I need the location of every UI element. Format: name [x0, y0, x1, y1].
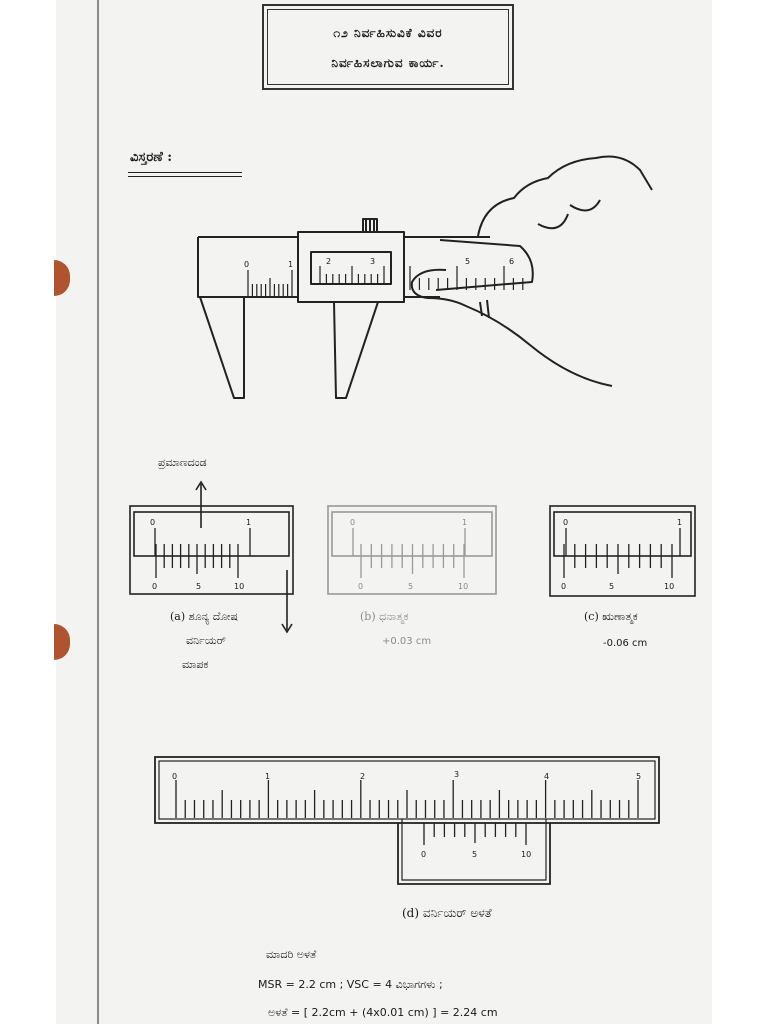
reading-caption: (d) ವರ್ನಿಯರ್ ಅಳತೆ — [402, 906, 492, 920]
title-line-2: ನಿರ್ವಹಿಸಲಾಗುವ ಕಾರ್ಯ. — [331, 56, 445, 70]
reading-vernier-label: 0 — [421, 850, 427, 859]
vernier-window-label: 3 — [370, 257, 376, 266]
panel-a-label: 0 — [152, 582, 158, 591]
panel-b-value: +0.03 cm — [382, 636, 432, 647]
panel-c-label: 10 — [664, 582, 675, 591]
panel-a-caption: ಮಾಪಕ — [182, 658, 209, 671]
reading-vernier-label: 10 — [521, 850, 532, 859]
main-scale-label: 6 — [509, 257, 515, 266]
reading-main-label: 2 — [360, 772, 366, 781]
panel-c-label: 0 — [561, 582, 567, 591]
panel-c-label: 5 — [609, 582, 615, 591]
panel-a-label: 0 — [150, 518, 156, 527]
reading-main-label: 1 — [265, 772, 271, 781]
panel-a-caption: (a) ಶೂನ್ಯ ದೋಷ — [170, 610, 239, 623]
panel-b-caption: (b) ಧನಾತ್ಮಕ — [360, 610, 409, 623]
panel-a-label: 5 — [196, 582, 202, 591]
panel-a-label: 10 — [234, 582, 245, 591]
calc-line-2: ಅಳತೆ = [ 2.2cm + (4x0.01 cm) ] = 2.24 cm — [268, 1006, 498, 1019]
panel-b-label: 5 — [408, 582, 414, 591]
main-scale-label: 5 — [465, 257, 471, 266]
main-scale-label: 1 — [288, 260, 294, 269]
panel-a-caption: ವರ್ನಿಯರ್ — [186, 634, 227, 647]
reading-main-label: 0 — [172, 772, 178, 781]
reading-main-label: 5 — [636, 772, 642, 781]
title-line-1: ೧೨ ನಿರ್ವಹಿಸುವಿಕೆ ವಿವರ — [333, 26, 443, 40]
calc-heading: ಮಾದರಿ ಅಳತೆ — [266, 948, 317, 961]
panel-a-label: 1 — [246, 518, 252, 527]
pointer-label: ಪ್ರಮಾಣದಂಡ — [158, 456, 207, 469]
vernier-window-label: 2 — [326, 257, 332, 266]
reading-vernier-label: 5 — [472, 850, 478, 859]
reading-main-label: 3 — [454, 770, 460, 779]
section-heading: ವಿಸ್ತರಣೆ : — [130, 150, 173, 165]
panel-c-value: -0.06 cm — [603, 638, 648, 649]
calc-line-1: MSR = 2.2 cm ; VSC = 4 ವಿಭಾಗಗಳು ; — [258, 978, 443, 991]
panel-c-caption: (c) ಋಣಾತ್ಮಕ — [584, 610, 638, 623]
panel-c-label: 1 — [677, 518, 683, 527]
panel-b-label: 1 — [462, 518, 468, 527]
reading-main-label: 4 — [544, 772, 550, 781]
panel-c-label: 0 — [563, 518, 569, 527]
panel-b-label: 10 — [458, 582, 469, 591]
panel-b-label: 0 — [350, 518, 356, 527]
panel-b-label: 0 — [358, 582, 364, 591]
main-scale-label: 0 — [244, 260, 250, 269]
